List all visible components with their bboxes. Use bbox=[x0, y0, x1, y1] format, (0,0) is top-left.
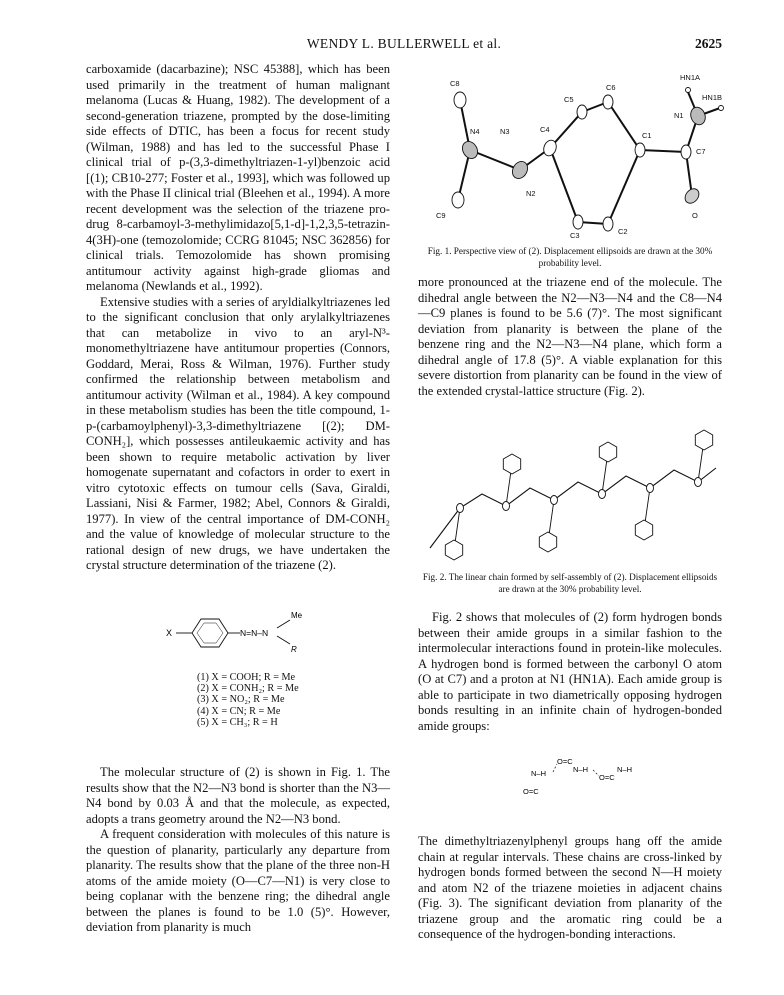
scheme-bond-text: N=N–N bbox=[240, 628, 269, 638]
chain-atom-3 bbox=[551, 496, 558, 505]
compound-2: (2) X = CONH₂; R = Me bbox=[197, 683, 299, 695]
compound-3: (3) X = NO₂; R = Me bbox=[197, 694, 285, 706]
compound-legend bbox=[197, 672, 299, 728]
atom-label-c2: C2 bbox=[618, 227, 628, 236]
figure-2-chain bbox=[420, 398, 720, 568]
atom-label-c5: C5 bbox=[564, 95, 574, 104]
hbond-label-4: N–H bbox=[617, 765, 633, 774]
triazene-scheme bbox=[160, 600, 350, 670]
hbond-label-6: O=C bbox=[523, 787, 539, 796]
atom-label-c9: C9 bbox=[436, 211, 446, 220]
triazene-structure-drawing bbox=[160, 600, 350, 670]
atom-label-n4: N4 bbox=[470, 127, 480, 136]
hydrogen-bond-drawing bbox=[505, 752, 645, 802]
atom-label-c8: C8 bbox=[450, 79, 460, 88]
figure-1-ortep bbox=[430, 72, 730, 242]
scheme-r-label: R bbox=[291, 645, 297, 654]
page-number: 2625 bbox=[695, 36, 722, 51]
compound-4: (4) X = CN; R = Me bbox=[197, 705, 281, 717]
left-paragraph-3: The molecular structure of (2) is shown in Fig. 1. The results show that the N2—N3 bond is shorter than the N3—N4 bond by 0.03 Å and that the molecule, as expected, adopts a trans geometry around the N2—N3 bond. bbox=[86, 765, 390, 826]
atom-label-o: O bbox=[692, 211, 698, 220]
hbond-label-3: O=C bbox=[599, 773, 615, 782]
left-paragraph-4: A frequent consideration with molecules of this nature is the question of planarity, particularly any departure from planarity. The results show that the plane of the three non-H atoms of the amide moiety (O—C7—N1) is very close to being coplanar with the benzene ring; the dihedral angle between the planes is found to be 1.0 (5)°. However, deviation from planarity is much bbox=[86, 827, 390, 934]
chain-atom-4 bbox=[599, 490, 606, 499]
left-paragraph-2: Extensive studies with a series of aryldialkyltriazenes led to the significant conclusion that only arylalkyltriazenes that can metabolize in vivo to an aryl-N³-monomethyltriazene have antitumour properties (Connors, Goddard, Merai, Ross & Wilman, 1976). Further study confirmed the relationship between metabolism and antitumour activity (Wilman et al., 1984). A key compound in these metabolism studies has been the title compound, 1-p-(carbamoylphenyl)-3,3-dimethyltriazene [(2); DM-CONH₂], which possesses antileukaemic activity and has been shown to require metabolic activation by liver homogenate supernatant and cofactors in order to exert in vitro cytotoxic effects on tumour cells (Sava, Giraldi, Lassiani, Nisi & Farmer, 1982; Abel, Connors & Giraldi, 1977). In view of the central importance of DM-CONH₂ and the value of knowledge of molecular structure to the rational design of new drugs, we have undertaken the crystal structure determination of the triazene (2). bbox=[86, 294, 390, 572]
chain-ring-3 bbox=[539, 532, 556, 552]
hbond-label-2: N–H bbox=[573, 765, 589, 774]
figure-1-drawing bbox=[430, 72, 730, 242]
hydrogen-bond-scheme bbox=[505, 752, 645, 802]
atom-label-c3: C3 bbox=[570, 231, 580, 240]
figure-2-drawing bbox=[420, 398, 720, 568]
chain-atom-2 bbox=[503, 502, 510, 511]
chain-ring-2 bbox=[503, 454, 520, 474]
chain-ring-4 bbox=[599, 442, 616, 462]
atom-label-c4: C4 bbox=[540, 125, 550, 134]
chain-atom-6 bbox=[695, 478, 702, 487]
right-column-top bbox=[418, 275, 722, 399]
chain-ring-1 bbox=[445, 540, 462, 560]
right-column-bottom bbox=[418, 834, 722, 943]
compound-5: (5) X = CH₃; R = H bbox=[197, 716, 278, 728]
chain-ring-6 bbox=[695, 430, 712, 450]
figure-1-caption: Fig. 1. Perspective view of (2). Displacement ellipsoids are drawn at the 30% probability level. bbox=[427, 246, 713, 268]
left-column-bottom bbox=[86, 765, 390, 936]
atom-label-c6: C6 bbox=[606, 83, 616, 92]
right-column-middle bbox=[418, 610, 722, 734]
atom-label-n2: N2 bbox=[526, 189, 536, 198]
page-header bbox=[86, 36, 722, 56]
atom-label-c7: C7 bbox=[696, 147, 706, 156]
chain-atom-5 bbox=[647, 484, 654, 493]
compound-1: (1) X = COOH; R = Me bbox=[197, 672, 296, 683]
atom-label-hn1b: HN1B bbox=[702, 93, 723, 102]
atom-label-n1: N1 bbox=[674, 111, 684, 120]
atom-label-c1: C1 bbox=[642, 131, 652, 140]
hbond-label-5: N–H bbox=[531, 769, 547, 778]
right-paragraph-2: Fig. 2 shows that molecules of (2) form hydrogen bonds between their amide groups in a similar fashion to the intermolecular interactions found in protein-like molecules. A hydrogen bond is formed between the carbonyl O atom (O at C7) and a proton at N1 (HN1A). Each amide group is able to participate in two diametrically opposing hydrogen bonds resulting in an infinite chain of hydrogen-bonded amide groups: bbox=[418, 610, 722, 733]
chain-ring-5 bbox=[635, 520, 652, 540]
running-head: WENDY L. BULLERWELL et al. bbox=[306, 36, 502, 51]
figure-2-caption: Fig. 2. The linear chain formed by self-assembly of (2). Displacement ellipsoids are drawn at the 30% probability level. bbox=[422, 572, 718, 594]
left-column-top bbox=[86, 62, 390, 574]
hbond-label-1: O=C bbox=[557, 757, 573, 766]
atom-label-hn1a: HN1A bbox=[680, 73, 701, 82]
atom-label-n3: N3 bbox=[500, 127, 510, 136]
right-paragraph-3: The dimethyltriazenylphenyl groups hang off the amide chain at regular intervals. These chains are cross-linked by hydrogen bonds formed between the second N—H moiety and atom N2 of the triazene moieties in adjacent chains (Fig. 3). The significant deviation from planarity of the triazene group and the aromatic ring could be a consequence of the hydrogen-bonding interactions. bbox=[418, 834, 722, 941]
left-paragraph-1: carboxamide (dacarbazine); NSC 45388], which has been used primarily in the treatment of human malignant melanoma (Lucas & Huang, 1982). The development of a second-generation triazene, prompted by the dose-limiting side effects of DTIC, has been a focus for recent study (Wilman, 1988) and has led to the successful Phase I clinical trial of p-(3,3-dimethyltriazen-1-yl)benzoic acid [(1); CB10-277; Foster et al., 1993], which was followed up with the Phase II clinical trial (Bleehen et al., 1994). A more recent development was the selection of the triazene pro-drug 8-carbamoyl-3-methylimidazo[5,1-d]-1,2,3,5-tetrazin-4(3H)-one (temozolomide; CCRG 81045; NSC 362856) for clinical trials. Temozolomide has shown promising antitumour activity against high-grade gliomas and melanoma (Newlands et al., 1992). bbox=[86, 62, 390, 293]
scheme-x-label: X bbox=[166, 628, 173, 638]
scheme-me-label: Me bbox=[291, 611, 303, 620]
chain-atom-1 bbox=[457, 504, 464, 513]
right-paragraph-1: more pronounced at the triazene end of the molecule. The dihedral angle between the N2—N3—N4 and the C8—N4—C9 planes is found to be 5.6 (7)°. The most significant deviation from planarity is between the plane of the benzene ring and the N2—N3—N4 plane, which form a dihedral angle of 17.8 (5)°. A viable explanation for this severe distortion from planarity can be found in the view of the extended crystal-lattice structure (Fig. 2). bbox=[418, 275, 722, 398]
